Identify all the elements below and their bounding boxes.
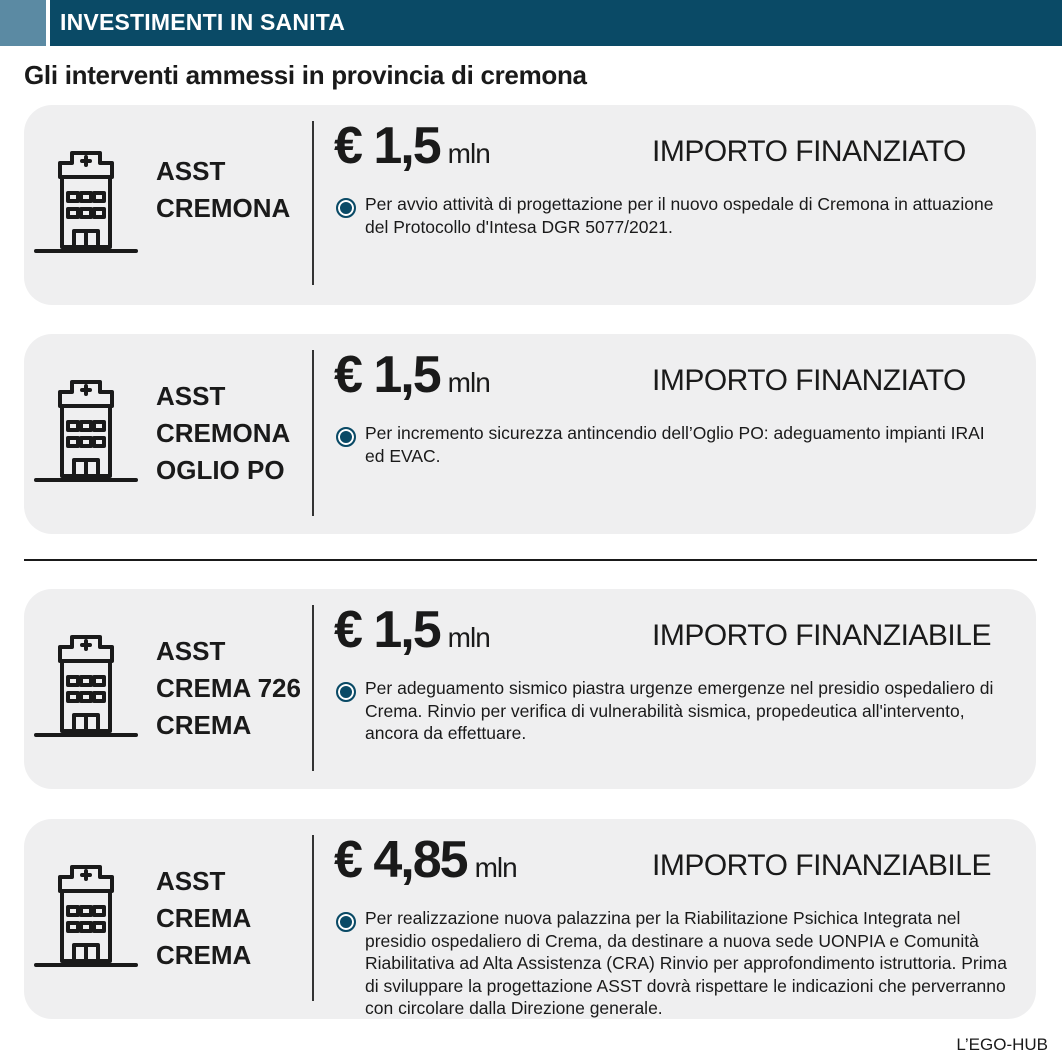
amount: € 1,5 mln [334,117,490,175]
asst-name: ASST CREMA 726 CREMA [156,636,301,740]
hospital-icon [30,855,142,975]
hospital-icon [30,141,142,261]
card-asst-crema-726 [24,589,1036,789]
bullet-icon [336,198,356,218]
credit: L’EGO-HUB [956,1035,1048,1054]
section-divider [24,559,1037,561]
asst-name: ASST CREMONA OGLIO PO [156,381,291,485]
vertical-divider [312,605,314,771]
amount: € 4,85 mln [334,831,517,889]
asst-name: ASST CREMONA [156,156,291,223]
card-asst-crema-crema [24,819,1036,1019]
card-asst-cremona [24,105,1036,305]
asst-name: ASST CREMA CREMA [156,866,252,970]
amount: € 1,5 mln [334,346,490,404]
funding-status: IMPORTO FINANZIATO [652,135,966,168]
funding-status: IMPORTO FINANZIATO [652,364,966,397]
description: Per avvio attività di progettazione per il nuovo ospedale di Cremona in attuazione del Protocollo d'Intesa DGR 5077/2021. [365,194,994,237]
vertical-divider [312,350,314,516]
vertical-divider [312,121,314,285]
description: Per realizzazione nuova palazzina per la Riabilitazione Psichica Integrata nel presidio ospedaliero di Crema, da destinare a nuova sede UONPIA e Comunità Riabilitativa ad Alta Assistenza (CRA) Rinvio per approfondimento istruttoria. Prima di sviluppare la progettazione ASST dovrà rispettare le indicazioni che perverranno con circolare dalla Direzione generale. [365,908,1007,1018]
description: Per adeguamento sismico piastra urgenze emergenze nel presidio ospedaliero di Crema. Rinvio per verifica di vulnerabilità sismica, propedeutica all'intervento, ancora da effettuare. [365,678,994,743]
vertical-divider [312,835,314,1001]
card-asst-cremona-oglio-po [24,334,1036,534]
page-subtitle: Gli interventi ammessi in provincia di cremona [24,60,587,90]
bullet-icon [336,912,356,932]
hospital-icon [30,370,142,490]
amount: € 1,5 mln [334,601,490,659]
funding-status: IMPORTO FINANZIABILE [652,619,991,652]
header-accent-block [0,0,46,46]
section-title: INVESTIMENTI IN SANITA [60,9,346,35]
hospital-icon [30,625,142,745]
description: Per incremento sicurezza antincendio dell’Oglio PO: adeguamento impianti IRAI ed EVAC. [365,423,985,466]
bullet-icon [336,682,356,702]
header-separator [46,0,50,46]
funding-status: IMPORTO FINANZIABILE [652,849,991,882]
bullet-icon [336,427,356,447]
